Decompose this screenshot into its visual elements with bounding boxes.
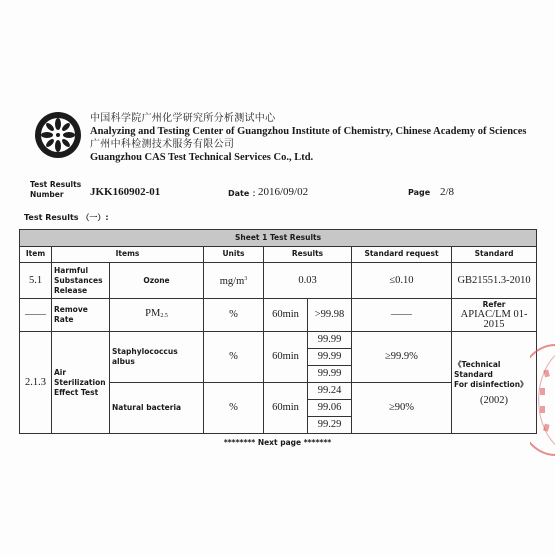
item-name: Ozone [110,262,204,298]
item-standard: GB21551.3-2010 [452,262,537,298]
result-value: 99.99 [308,349,352,366]
result-value: 99.06 [308,400,352,417]
item-time: 60min [264,383,308,434]
item-request: ≥90% [352,383,452,434]
header-row [20,247,537,263]
result-value: 99.99 [308,332,352,349]
test-results-label: Test Results （一）: [24,213,109,222]
result-value: 99.99 [308,366,352,383]
date-value: 2016/09/02 [258,186,309,198]
col-items: Items [52,247,204,263]
company-name-cn: 广州中科检测技术服务有限公司 [90,139,235,150]
letterhead [90,112,530,164]
org-name-cn: 中国科学院广州化学研究所分析测试中心 [90,113,276,124]
table-row [20,332,537,349]
company-name-en: Guangzhou CAS Test Technical Services Co., Ltd. [90,152,314,163]
result-value: 99.29 [308,417,352,434]
col-units: Units [204,247,264,263]
item-category: Air Sterilization Effect Test [52,332,110,434]
date-label: Date ： [228,189,261,198]
item-result: 0.03 [264,262,352,298]
results-table [19,229,537,434]
page-label: Page [408,188,431,197]
col-standard-request: Standard request [352,247,452,263]
results-number: JKK160902-01 [90,186,161,198]
sheet-title-row [20,230,537,247]
item-request: ≥99.9% [352,332,452,383]
item-unit: % [204,299,264,332]
item-unit: % [204,332,264,383]
cas-logo-icon [33,110,83,160]
table-row [20,299,537,332]
table-row [20,262,537,298]
page-number: 2/8 [440,186,455,198]
item-unit: $mg/m^3$ [204,262,264,298]
item-unit: % [204,383,264,434]
item-number: 2.1.3 [20,332,52,434]
results-number-label: Test Results Number [30,180,82,199]
item-name: PM2.5 [110,299,204,332]
item-request: —— [352,299,452,332]
sheet-title: Sheet 1 Test Results [20,230,537,247]
item-standard: Refer APIAC/LM 01-2015 [452,299,537,332]
item-category: Remove Rate [52,299,110,332]
col-item: Item [20,247,52,263]
col-standard: Standard [452,247,537,263]
next-page-marker: ******** Next page ******* [223,438,332,447]
item-time: 60min [264,299,308,332]
red-seal-stamp-icon [530,340,555,460]
col-results: Results [264,247,352,263]
item-request: ≤0.10 [352,262,452,298]
item-result: >99.98 [308,299,352,332]
item-name: Staphylococcus albus [110,332,204,383]
item-time: 60min [264,332,308,383]
item-number: —— [20,299,52,332]
item-name: Natural bacteria [110,383,204,434]
result-value: 99.24 [308,383,352,400]
org-name-en: Analyzing and Testing Center of Guangzhou Institute of Chemistry, Chinese Academy of Sciences [90,126,527,137]
item-category: Harmful Substances Release [52,262,110,298]
item-number: 5.1 [20,262,52,298]
item-standard: 《Technical Standard For disinfection》 (2002) [452,332,537,434]
